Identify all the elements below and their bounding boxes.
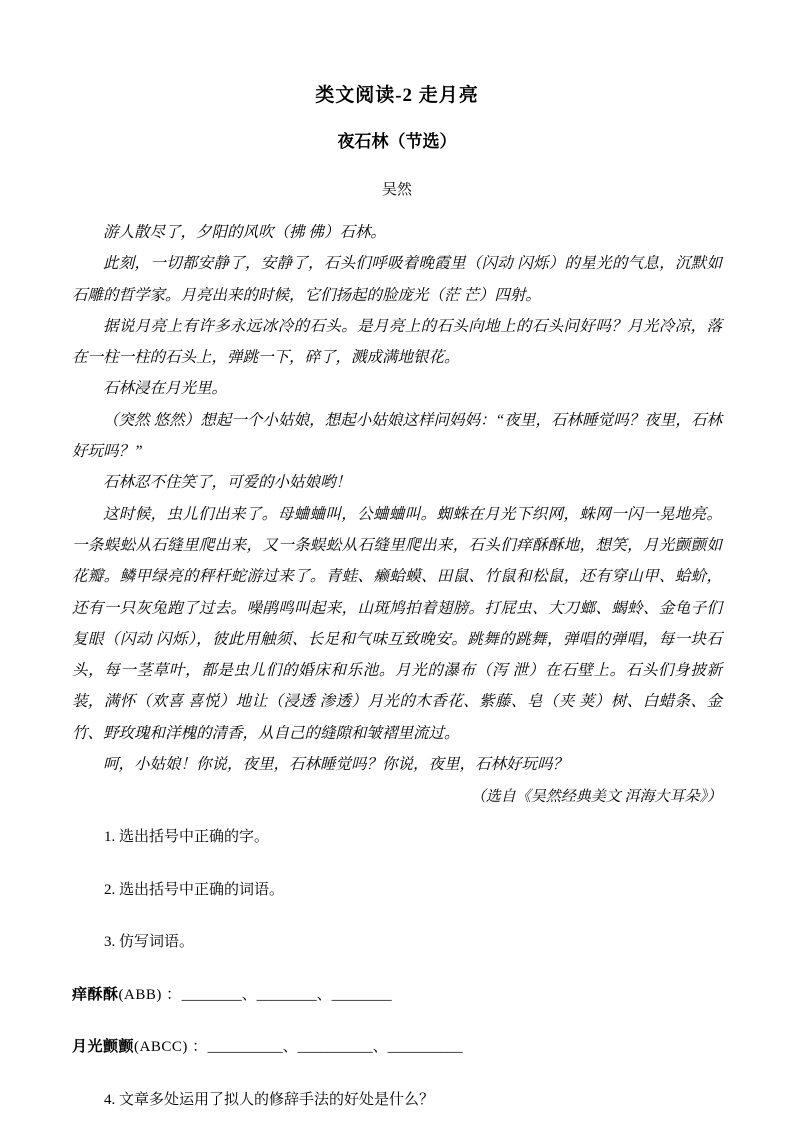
fill-blank-line-abcc bbox=[72, 1036, 722, 1059]
passage-title: 夜石林（节选） bbox=[337, 132, 457, 151]
question-4: 4. 文章多处运用了拟人的修辞手法的好处是什么？ bbox=[104, 1091, 435, 1108]
questions-section bbox=[72, 826, 722, 1111]
passage-paragraph: （突然 悠然）想起一个小姑娘，想起小姑娘这样问妈妈：“夜里，石林睡觉吗？夜里，石林好玩吗？” bbox=[72, 411, 722, 461]
passage-paragraph: 呵，小姑娘！你说，夜里，石林睡觉吗？你说，夜里，石林好玩吗？ bbox=[103, 756, 569, 774]
passage-paragraph: 这时候，虫儿们出来了。母蛐蛐叫，公蛐蛐叫。蜘蛛在月光下织网，蛛网一闪一晃地亮。一条蜈蚣从石缝里爬出来，又一条蜈蚣从石缝里爬出来，石头们痒酥酥地，想笑，月光颤颤如花瓣。鳞甲绿亮的秤杆蛇游过来了。青蛙、癞蛤蟆、田鼠、竹鼠和松鼠，还有穿山甲、蛤蚧，还有一只灰兔跑了过去。噪鹃鸣叫起来，山斑鸠拍着翅膀。打屁虫、大刀螂、蝎蛉、金龟子们复眼（闪动 闪烁），彼此用触须、长足和气味互致晚安。跳舞的跳舞，弹唱的弹唱，每一块石头，每一茎草叶，都是虫儿们的婚床和乐池。月光的瀑布（泻 泄）在石壁上。石头们身披新装，满怀（欢喜 喜悦）地让（浸透 渗透）月光的木香花、紫藤、皂（夹 荚）树、白蜡条、金竹、野玫瑰和洋槐的清香，从自己的缝隙和皱褶里流过。 bbox=[72, 505, 722, 742]
fill-pattern-abcc: (ABCC) ： bbox=[134, 1039, 208, 1056]
passage-paragraph: 石林忍不住笑了，可爱的小姑娘哟！ bbox=[103, 474, 352, 492]
passage-paragraph: 据说月亮上有许多永远冰冷的石头。是月亮上的石头向地上的石头问好吗？月光冷凉，落在一柱一柱的石头上，弹跳一下，碎了，溅成满地银花。 bbox=[72, 317, 722, 367]
fill-word-abcc: 月光颤颤 bbox=[72, 1038, 135, 1056]
fill-word-abb: 痒酥酥 bbox=[72, 985, 119, 1003]
passage-paragraph: 游人散尽了，夕阳的风吹（拂 佛）石林。 bbox=[103, 224, 386, 241]
fill-blank-line-abb bbox=[72, 984, 722, 1007]
passage-body bbox=[72, 217, 722, 780]
question-1: 1. 选出括号中正确的字。 bbox=[104, 829, 270, 846]
fill-blanks-abcc: __________、__________、__________ bbox=[207, 1039, 463, 1056]
fill-blanks-abb: ________、________、________ bbox=[181, 986, 392, 1003]
passage-paragraph: 此刻，一切都安静了，安静了，石头们呼吸着晚霞里（闪动 闪烁）的星光的气息，沉默如石雕的哲学家。月亮出来的时候，它们扬起的脸庞光（茫 芒）四射。 bbox=[72, 255, 722, 304]
question-2: 2. 选出括号中正确的词语。 bbox=[104, 881, 285, 898]
fill-pattern-abb: (ABB) ： bbox=[118, 986, 182, 1003]
passage-paragraph: 石林浸在月光里。 bbox=[103, 380, 228, 398]
author-name: 吴然 bbox=[381, 182, 412, 198]
page-title: 类文阅读-2 走月亮 bbox=[315, 85, 479, 106]
source-attribution: （选自《吴然经典美文 洱海大耳朵》） bbox=[470, 789, 722, 806]
question-3: 3. 仿写词语。 bbox=[104, 934, 195, 951]
